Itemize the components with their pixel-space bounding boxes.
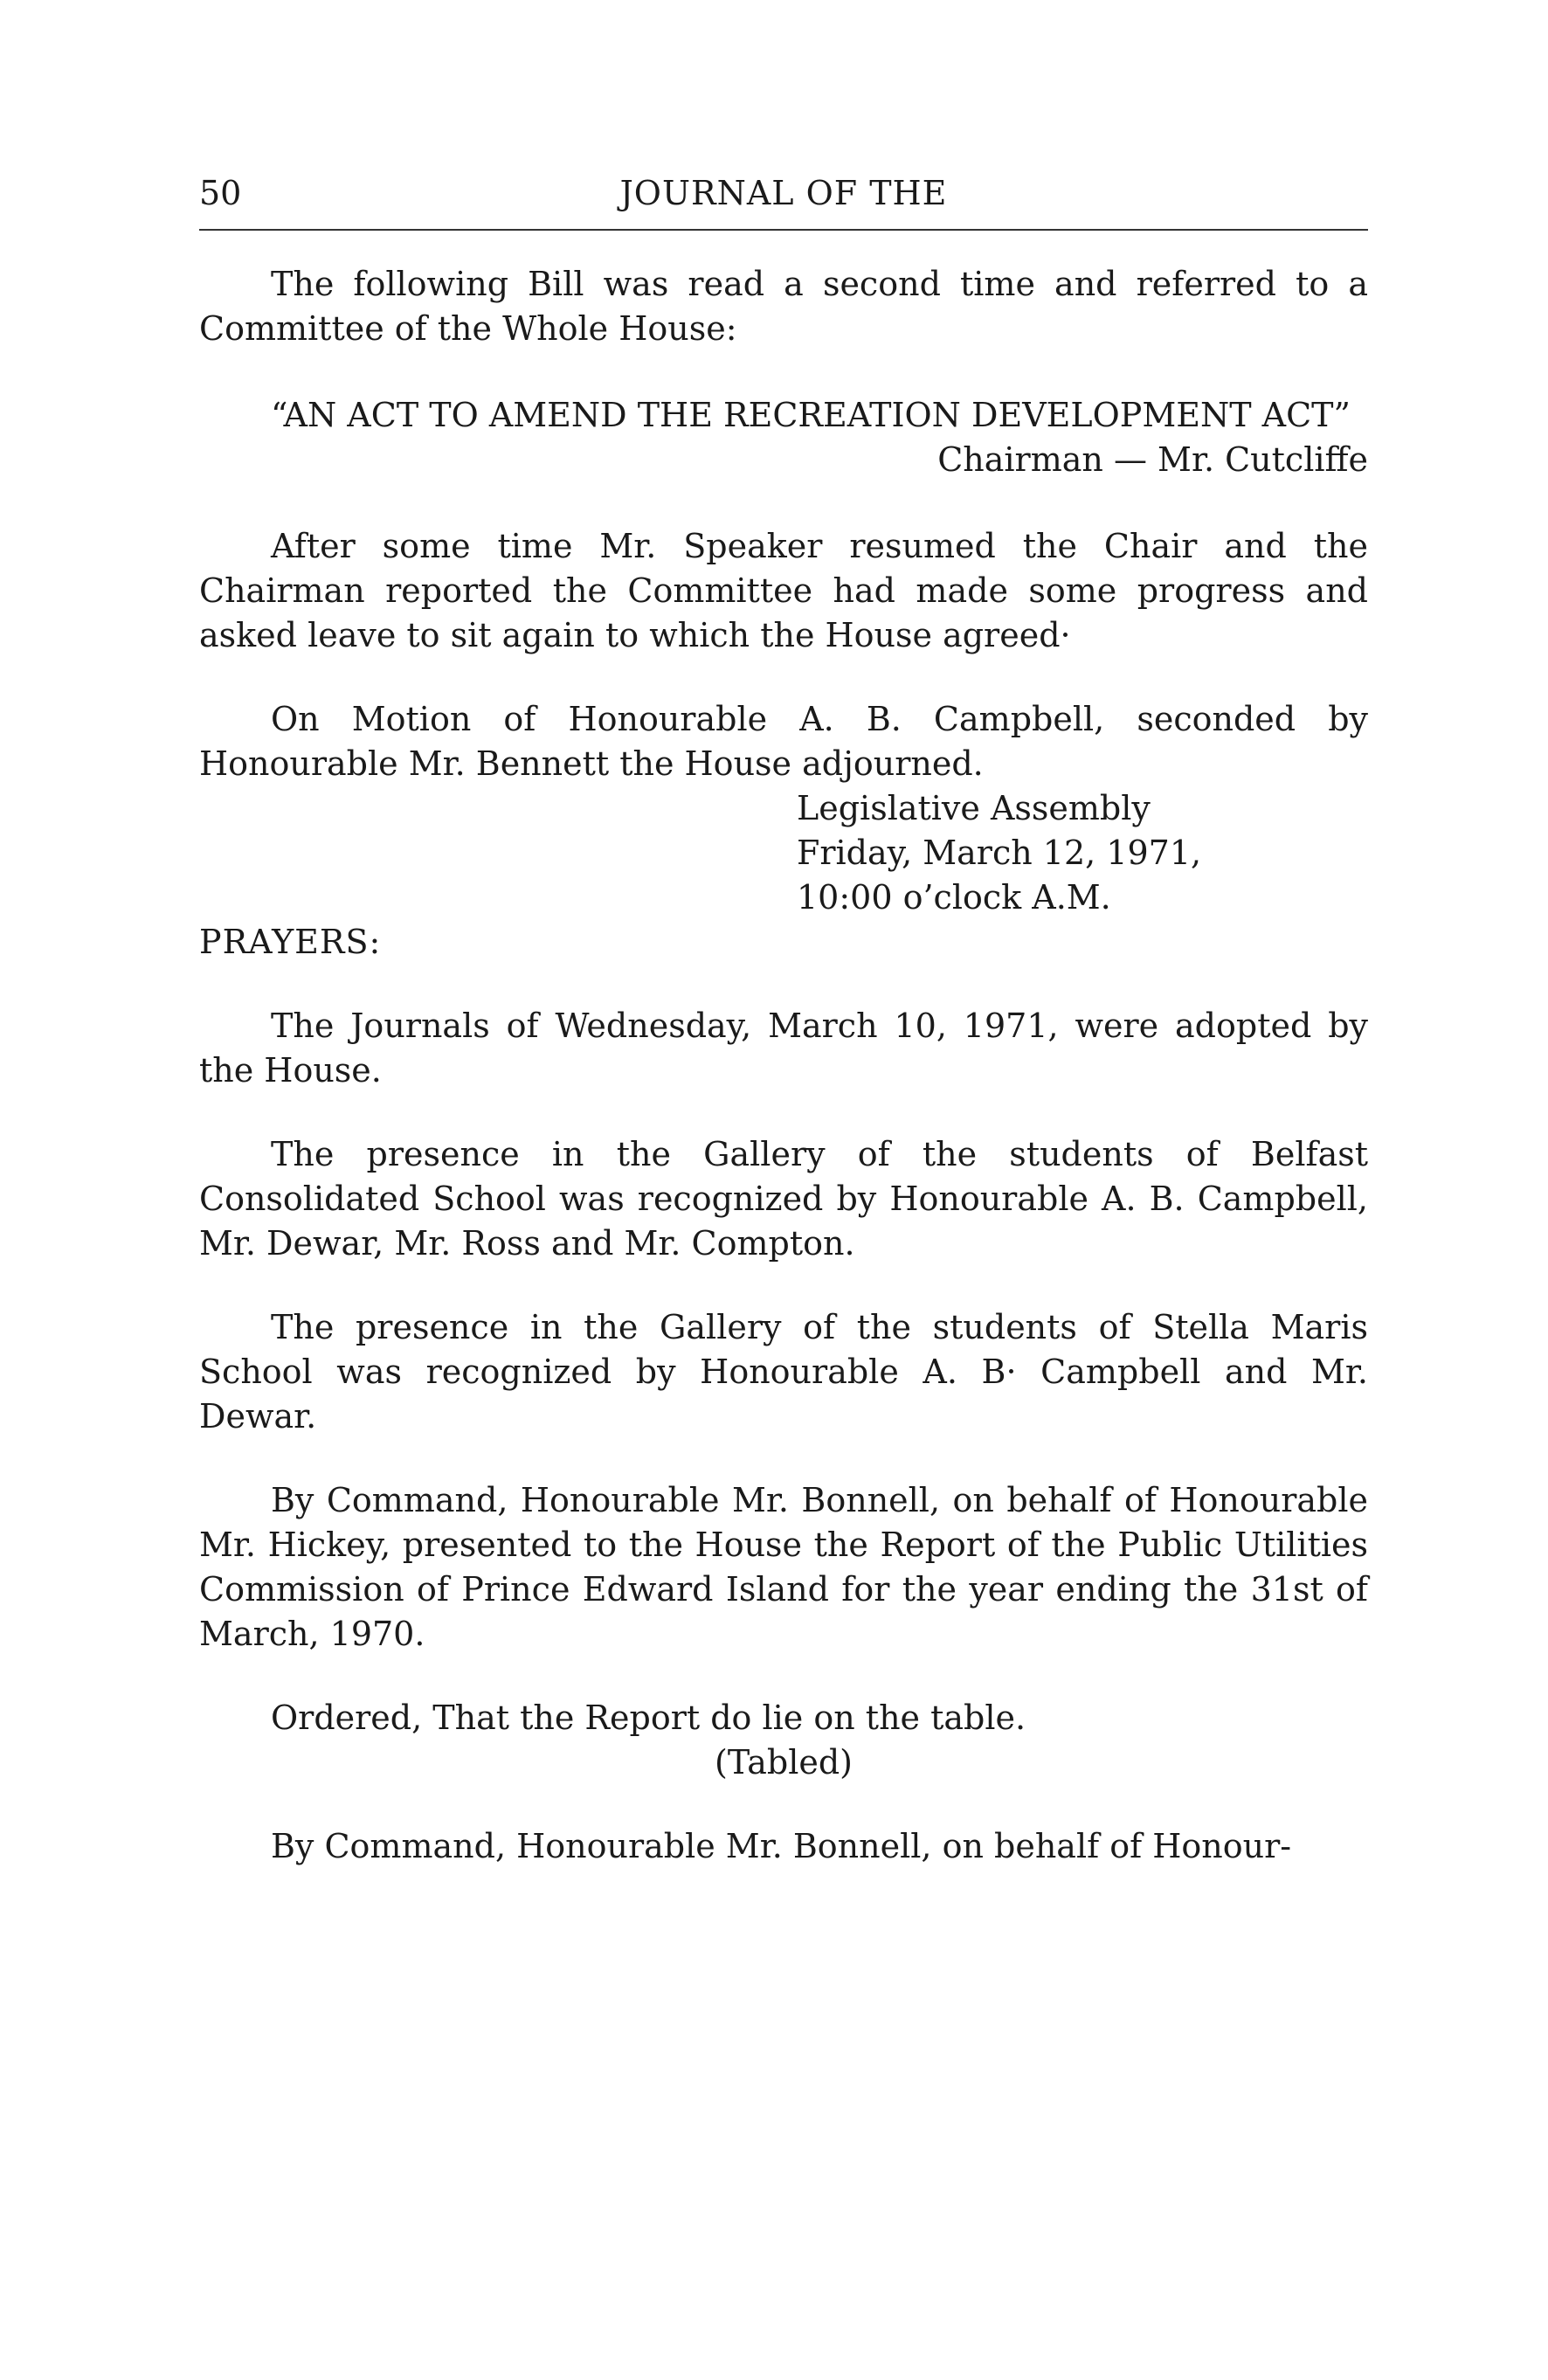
committee-report-paragraph: After some time Mr. Speaker resumed the Chair and the Chairman reported the Committee had made some progress and asked leave to sit again to which the House agreed· bbox=[199, 527, 1368, 654]
bill-referral-paragraph: The following Bill was read a second time and referred to a Committee of the Whole House: bbox=[199, 265, 1368, 348]
stella-maris-students-paragraph: The presence in the Gallery of the students of Stella Maris School was recognized by Honourable A. B· Campbell and Mr. Dewar. bbox=[199, 1308, 1368, 1436]
journals-adopted-paragraph: The Journals of Wednesday, March 10, 1971, were adopted by the House. bbox=[199, 1007, 1368, 1090]
tabled-note: (Tabled) bbox=[715, 1743, 853, 1782]
belfast-students-paragraph: The presence in the Gallery of the students of Belfast Consolidated School was recognized by Honourable A. B. Campbell, Mr. Dewar, Mr. Ross and Mr. Compton. bbox=[199, 1135, 1368, 1263]
page-number: 50 bbox=[199, 174, 242, 212]
adjournment-paragraph: On Motion of Honourable A. B. Campbell, seconded by Honourable Mr. Bennett the House adjourned. bbox=[199, 700, 1368, 783]
prayers-heading: PRAYERS: bbox=[199, 923, 382, 961]
report-ordered-paragraph: Ordered, That the Report do lie on the table. bbox=[271, 1699, 1026, 1737]
running-head: JOURNAL OF THE bbox=[619, 174, 948, 212]
committee-chairman: Chairman — Mr. Cutcliffe bbox=[937, 440, 1368, 479]
sitting-dateline bbox=[797, 786, 1368, 920]
bill-title: “AN ACT TO AMEND THE RECREATION DEVELOPMENT ACT” bbox=[271, 396, 1351, 434]
dateline-date: Friday, March 12, 1971, bbox=[797, 834, 1202, 872]
page-body bbox=[199, 262, 1368, 1869]
dateline-assembly: Legislative Assembly bbox=[797, 789, 1151, 827]
header-rule bbox=[199, 229, 1368, 231]
utilities-report-paragraph: By Command, Honourable Mr. Bonnell, on behalf of Honourable Mr. Hickey, presented to the House the Report of the Public Utilities Commission of Prince Edward Island for the year ending the 31st of March, 1970. bbox=[199, 1481, 1368, 1653]
continuing-command-paragraph: By Command, Honourable Mr. Bonnell, on behalf of Honour- bbox=[271, 1827, 1292, 1865]
page-header bbox=[199, 171, 1368, 224]
dateline-time: 10:00 o’clock A.M. bbox=[797, 878, 1111, 917]
